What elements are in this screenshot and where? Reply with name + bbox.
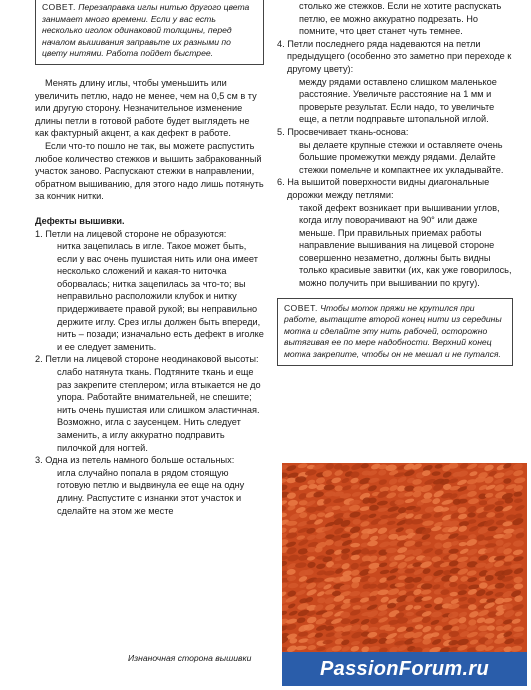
- defect-description: такой дефект возникает при вышивании углов, когда иглу поворачивают на 90° или даже меньше. При правильных приемах работы направление вышивания на лицевой стороне совершенно незаметно, должны быть видны только красивые завитки (их, как уже говорилось, можно получить при вышивании по кругу).: [299, 202, 512, 289]
- defect-item: 2. Петли на лицевой стороне неодинаковой высоты:: [35, 354, 259, 365]
- defect-item: 6. На вышитой поверхности видны диагональные дорожки между петлями:: [277, 177, 490, 200]
- defect-description: нитка зацепилась в игле. Такое может быть, если у вас очень пушистая нить или она имеет несколько сложений и какая-то ниточка оборвалась; нитка зацепилась за что-то; вы неправильно расположили клубок и нитку придерживаете правой рукой; вы неправильно держите иглу. Срез иглы должен быть впереди, нить – позади; изначально есть дефект в иголке и ее следует заменить.: [57, 241, 264, 352]
- left-column: [35, 0, 264, 517]
- defect-description: игла случайно попала в рядом стоящую готовую петлю и выдвинула ее еще на одну длину. Распустите с изнанки этот участок и сделайте на этом же месте: [57, 467, 245, 516]
- section-heading: Дефекты вышивки.: [35, 215, 125, 226]
- tip-text: Перезаправка иглы нитью другого цвета занимает много времени. Если у вас есть несколько иголок одинаковой толщины, перед началом вышивания заправьте их разными по цвету нитями. Работа пойдет быстрее.: [42, 2, 250, 59]
- defect-description: столько же стежков. Если не хотите распускать петлю, ее можно аккуратно подрезать. Но помните, что цвет станет чуть темнее.: [299, 1, 502, 37]
- tip-box-2: [277, 298, 513, 366]
- photo-caption: Изнаночная сторона вышивки: [128, 653, 252, 663]
- tip-label: СОВЕТ.: [42, 2, 76, 12]
- defect-description: между рядами оставлено слишком маленькое расстояние. Увеличьте расстояние на 1 мм и проверьте результат. Если надо, то увеличьте еще, а петли подправьте штопальной иглой.: [299, 76, 497, 125]
- defect-item: 3. Одна из петель намного больше остальных:: [35, 455, 235, 466]
- right-column: [277, 0, 513, 366]
- defect-description: вы делаете крупные стежки и оставляете очень большие промежутки между рядами. Делайте стежки помельче и компактнее их укладывайте.: [299, 139, 504, 175]
- watermark-logo: PassionForum.ru: [282, 652, 527, 686]
- tip-text: Чтобы моток пряжи не крутился при работе, вытащите второй конец нити из середины мотка и сделайте эту нить рабочей, осторожно вытягивая ее по мере надобности. Верхний конец мотка закрепите, чтобы он не мешал и не путался.: [284, 302, 502, 360]
- embroidery-photo: [282, 463, 527, 653]
- yarn-texture-image: [282, 463, 527, 653]
- defect-item: 5. Просвечивает ткань-основа:: [277, 126, 409, 137]
- paragraph: Менять длину иглы, чтобы уменьшить или увеличить петлю, надо не менее, чем на 0,5 см в ту или другую сторону. Незначительное изменение длины петли в готовой работе будет выглядеть не как фактурный акцент, а как дефект в работе.: [35, 77, 257, 139]
- tip-box-1: [35, 0, 264, 65]
- tip-label: СОВЕТ.: [284, 302, 318, 313]
- paragraph: Если что-то пошло не так, вы можете распустить любое количество стежков и вышить забракованный участок заново. Распускают стежки в направлении, обратном вышиванию, для этого надо лишь потянуть за кончик нитки.: [35, 140, 264, 202]
- defect-item: 4. Петли последнего ряда надеваются на петли предыдущего (особенно это заметно при переходе к другому цвету):: [277, 38, 512, 74]
- defect-description: слабо натянута ткань. Подтяните ткань и еще раз закрепите степлером; игла втыкается не до упора. Работайте внимательней, не спешите; нить очень пушистая или слишком эластичная. Возможно, игла с заусенцем. Нить следует заменить, а иглу аккуратно подправить пилочкой для ногтей.: [57, 367, 261, 453]
- defect-item: 1. Петли на лицевой стороне не образуются:: [35, 228, 227, 239]
